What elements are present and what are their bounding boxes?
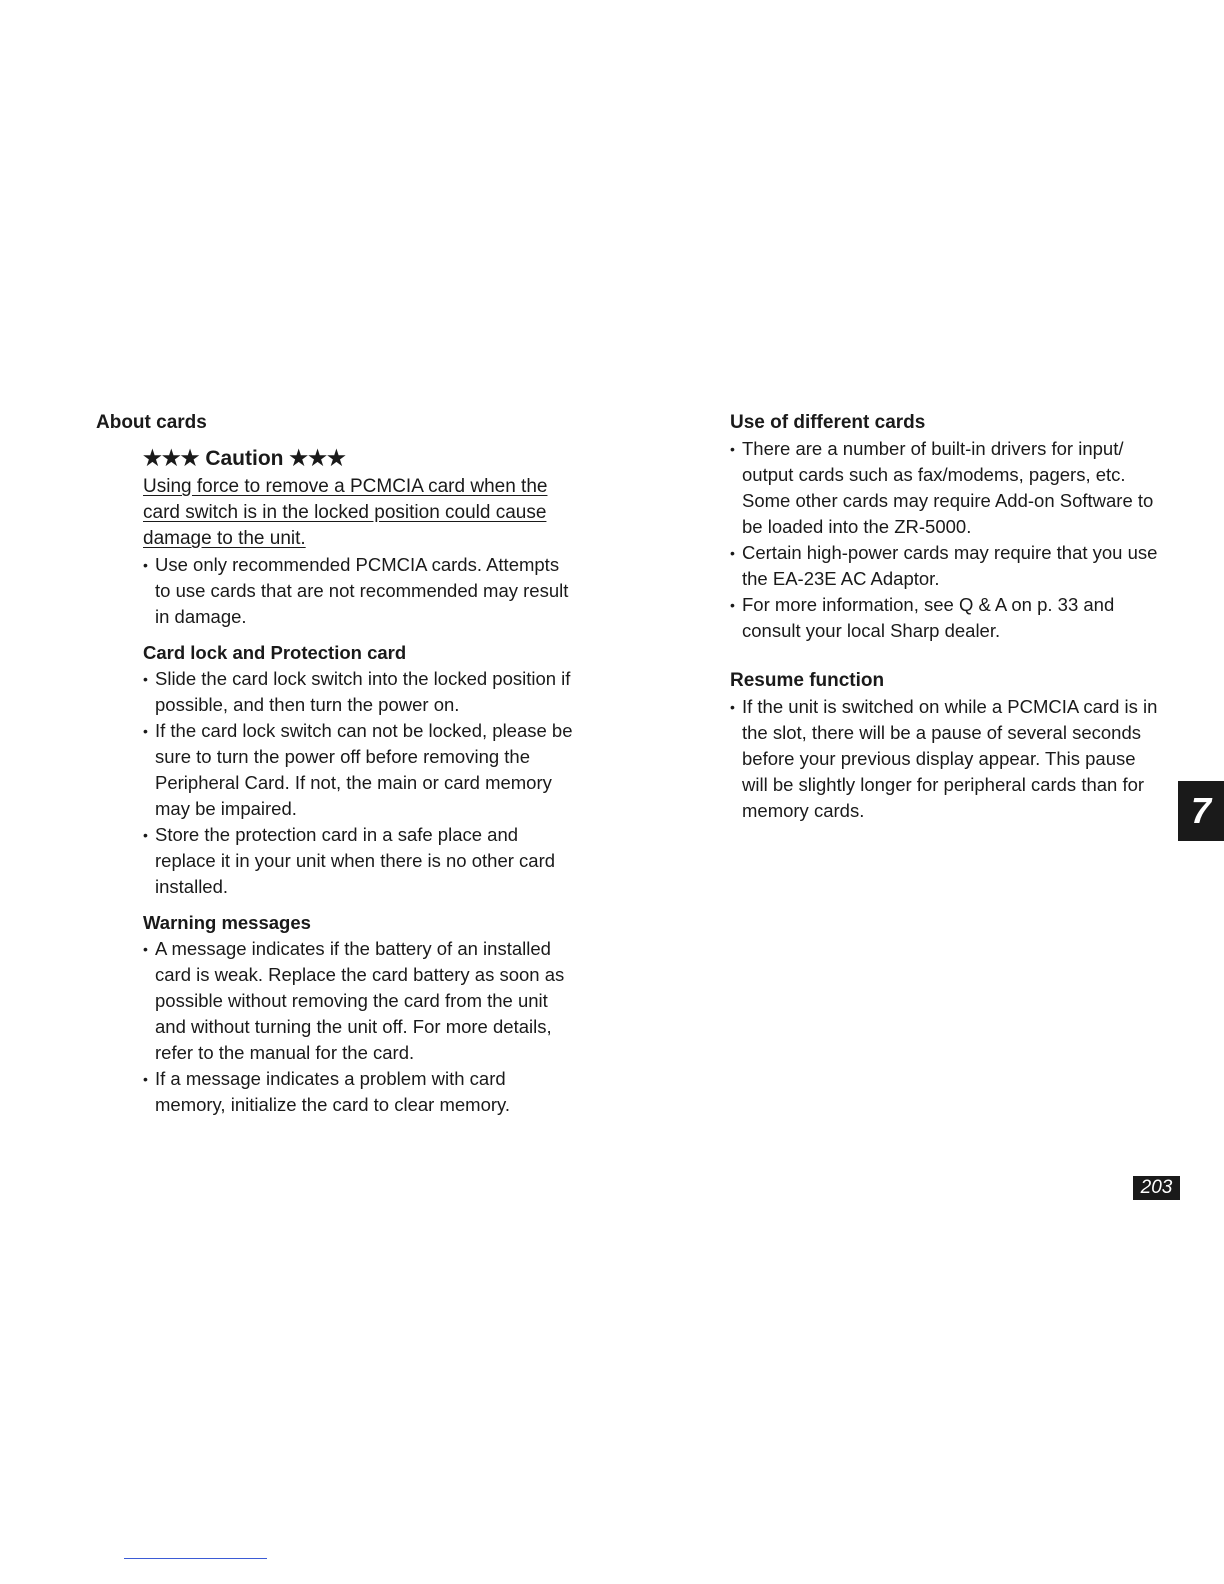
list-item: • Store the protection card in a safe place and replace it in your unit when there is no other card installed. xyxy=(143,822,573,900)
caution-title: ★★★ Caution ★★★ xyxy=(143,447,346,470)
list-item: • A message indicates if the battery of an installed card is weak. Replace the card battery as soon as possible without removing the card from the unit and without turning the unit off. For more details, refer to the manual for the card. xyxy=(143,936,573,1066)
list-item: • If the unit is switched on while a PCMCIA card is in the slot, there will be a pause of several seconds before your previous display appear. This pause will be slightly longer for peripheral cards than for memory cards. xyxy=(730,694,1162,824)
left-column xyxy=(96,410,596,1118)
resume-bullet-list xyxy=(730,694,1170,824)
list-item: • If the card lock switch can not be locked, please be sure to turn the power off before removing the Peripheral Card. If not, the main or card memory may be impaired. xyxy=(143,718,573,822)
card-lock-title: Card lock and Protection card xyxy=(143,642,407,663)
about-cards-body xyxy=(143,444,596,1118)
list-item: • If a message indicates a problem with card memory, initialize the card to clear memory. xyxy=(143,1066,573,1118)
list-item: • Use only recommended PCMCIA cards. Attempts to use cards that are not recommended may result in damage. xyxy=(143,552,573,630)
right-column xyxy=(730,410,1170,824)
list-item: • Slide the card lock switch into the locked position if possible, and then turn the power on. xyxy=(143,666,573,718)
different-cards-bullet-list xyxy=(730,436,1170,644)
spacer xyxy=(730,644,1170,668)
caution-text: Using force to remove a PCMCIA card when the card switch is in the locked position could cause damage to the unit. xyxy=(143,476,548,549)
page-number: 203 xyxy=(1133,1176,1180,1200)
section-title-resume-function: Resume function xyxy=(730,670,885,691)
list-item: • There are a number of built-in drivers for input/ output cards such as fax/modems, pagers, etc. Some other cards may require Add-on Software to be loaded into the ZR-5000. xyxy=(730,436,1162,540)
footer-divider xyxy=(124,1558,267,1559)
intro-bullet-list xyxy=(143,552,596,630)
list-item: • Certain high-power cards may require that you use the EA-23E AC Adaptor. xyxy=(730,540,1162,592)
list-item: • For more information, see Q & A on p. 33 and consult your local Sharp dealer. xyxy=(730,592,1162,644)
warning-messages-title: Warning messages xyxy=(143,912,311,933)
section-title-about-cards: About cards xyxy=(96,412,207,433)
card-lock-bullet-list xyxy=(143,666,596,900)
section-title-different-cards: Use of different cards xyxy=(730,412,926,433)
chapter-tab: 7 xyxy=(1178,781,1224,841)
warning-bullet-list xyxy=(143,936,596,1118)
